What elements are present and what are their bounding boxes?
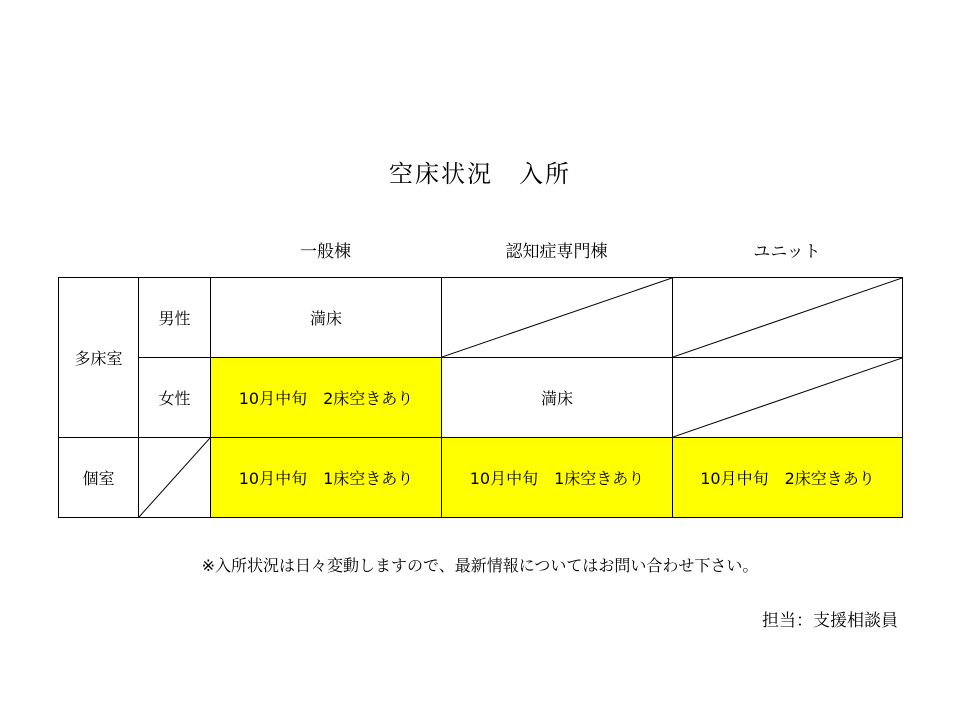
diagonal-slash	[139, 438, 210, 517]
table-row	[59, 438, 903, 518]
cell-private-general: 10月中旬 1床空きあり	[211, 438, 442, 518]
cell-multi-male-general: 満床	[211, 278, 442, 358]
cell-multi-male-dementia-na	[442, 278, 673, 358]
vacancy-table	[58, 277, 903, 518]
row-header-female: 女性	[139, 358, 211, 438]
page-title: 空床状況 入所	[389, 160, 571, 188]
cell-private-dementia: 10月中旬 1床空きあり	[442, 438, 673, 518]
cell-multi-female-general: 10月中旬 2床空きあり	[211, 358, 442, 438]
diagonal-slash	[442, 278, 672, 357]
diagonal-slash	[673, 358, 902, 437]
column-header-general: 一般棟	[300, 242, 351, 262]
diagonal-slash	[673, 278, 902, 357]
cell-multi-male-unit-na	[673, 278, 903, 358]
row-header-multi-bed: 多床室	[59, 278, 139, 438]
cell-private-sub-na	[139, 438, 211, 518]
cell-multi-female-unit-na	[673, 358, 903, 438]
table-row	[59, 278, 903, 358]
cell-private-unit: 10月中旬 2床空きあり	[673, 438, 903, 518]
table-row	[59, 358, 903, 438]
staff-contact: 担当：支援相談員	[762, 611, 898, 631]
column-header-dementia: 認知症専門棟	[505, 242, 608, 262]
column-header-unit: ユニット	[753, 242, 821, 262]
cell-multi-female-dementia: 満床	[442, 358, 673, 438]
row-header-male: 男性	[139, 278, 211, 358]
row-header-private-room: 個室	[59, 438, 139, 518]
notice-text: ※入所状況は日々変動しますので、最新情報についてはお問い合わせ下さい。	[201, 556, 759, 575]
